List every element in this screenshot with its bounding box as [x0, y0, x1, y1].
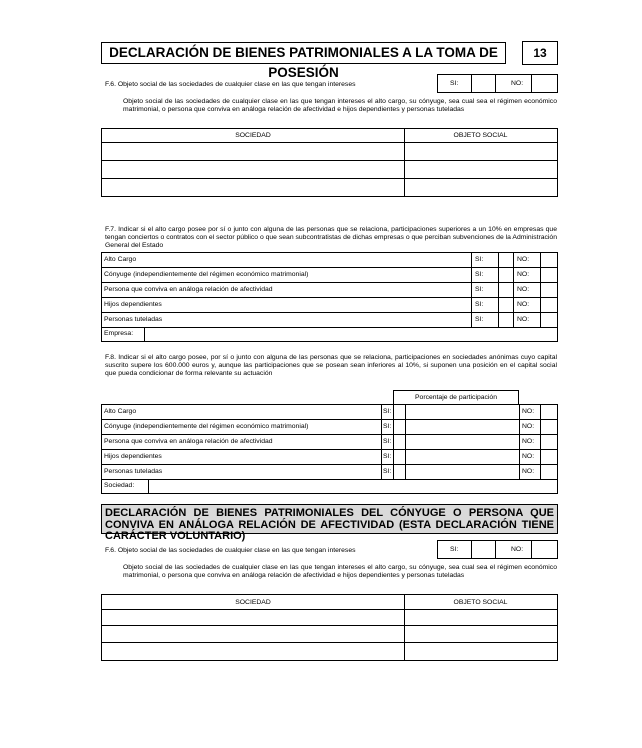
f7-empresa-label: Empresa:: [104, 330, 134, 337]
f8-si-label: SI:: [383, 453, 392, 460]
f8-row-label: Cónyuge (independientemente del régimen económico matrimonial): [104, 423, 309, 430]
f6-description: Objeto social de las sociedades de cualquier clase en las que tengan intereses el alto cargo, su cónyuge, sea cual sea el régimen económico matrimonial, o persona que conviva en análoga relación de afectividad e hijos dependientes y personas tuteladas: [123, 98, 557, 114]
s2-f6-si-checkbox[interactable]: [495, 541, 496, 558]
f7-si-label: SI:: [475, 271, 484, 278]
f7-no-label: NO:: [517, 271, 530, 278]
f7-row-label: Hijos dependientes: [104, 301, 162, 308]
f8-no-label: NO:: [522, 423, 535, 430]
f7-no-label: NO:: [517, 316, 530, 323]
f8-no-label: NO:: [522, 438, 535, 445]
page-title: DECLARACIÓN DE BIENES PATRIMONIALES A LA TOMA DE POSESIÓN: [101, 42, 506, 64]
f6-si-label: SI:: [450, 80, 459, 87]
f7-row-label: Alto Cargo: [104, 256, 137, 263]
f8-question: F.8. Indicar si el alto cargo posee, por sí o junto con alguna de las personas que se relaciona, participaciones en sociedades anónimas cuyo capital suscrito supere los 600.000 euros y, aunque las participaciones que se posean sean inferiores al 10%, si suponen una posición en el capital social que pueda condicionar de forma relevante su actuación: [105, 354, 557, 378]
f6-row[interactable]: [102, 178, 557, 179]
f8-percent-header: Porcentaje de participación: [393, 390, 519, 405]
s2-f6-description: Objeto social de las sociedades de cualquier clase en las que tengan intereses el alto cargo, su cónyuge, sea cual sea el régimen económico matrimonial, o persona que conviva en análoga relación de afectividad e hijos dependientes y personas tuteladas: [123, 564, 557, 580]
f8-si-label: SI:: [383, 408, 392, 415]
s2-f6-question: F.6. Objeto social de las sociedades de cualquier clase en las que tengan intereses: [105, 547, 356, 554]
f8-no-label: NO:: [522, 453, 535, 460]
f8-no-label: NO:: [522, 408, 535, 415]
f8-table: [101, 404, 558, 494]
s2-f6-yes-no-box: [437, 540, 558, 559]
f8-sociedad-label: Sociedad:: [104, 482, 135, 489]
f8-si-label: SI:: [383, 438, 392, 445]
f8-row-label: Persona que conviva en análoga relación de afectividad: [104, 438, 273, 445]
f6-table: [101, 128, 558, 197]
f7-row-label: Cónyuge (independientemente del régimen económico matrimonial): [104, 271, 309, 278]
s2-col-objeto: OBJETO SOCIAL: [453, 599, 508, 606]
f8-si-label: SI:: [383, 468, 392, 475]
f6-row[interactable]: [102, 160, 557, 161]
f7-no-label: NO:: [517, 286, 530, 293]
section-banner: DECLARACIÓN DE BIENES PATRIMONIALES DEL CÓNYUGE O PERSONA QUE CONVIVA EN ANÁLOGA RELACIÓN DE AFECTIVIDAD (ESTA DECLARACIÓN TIENE CARÁCTER VOLUNTARIO): [101, 504, 558, 534]
s2-row[interactable]: [102, 625, 557, 626]
s2-row[interactable]: [102, 642, 557, 643]
s2-f6-si-label: SI:: [450, 546, 459, 553]
s2-f6-no-label: NO:: [511, 546, 524, 553]
page-number: 13: [522, 41, 558, 65]
s2-f6-table: [101, 594, 558, 661]
f7-row-label: Personas tuteladas: [104, 316, 163, 323]
f7-row-label: Persona que conviva en análoga relación de afectividad: [104, 286, 273, 293]
f6-si-checkbox[interactable]: [495, 75, 496, 92]
f7-si-label: SI:: [475, 286, 484, 293]
s2-col-sociedad: SOCIEDAD: [235, 599, 271, 606]
f7-table: [101, 252, 558, 342]
f6-no-label: NO:: [511, 80, 524, 87]
f8-sociedad-field[interactable]: [148, 479, 149, 493]
f7-question: F.7. Indicar si el alto cargo posee por sí o junto con alguna de las personas que se relaciona, participaciones superiores a un 10% en empresas que tengan conciertos o contratos con el sector público o que sean subcontratistas de dichas empresas o que perciban subvenciones de la Administración General del Estado: [105, 226, 557, 250]
f6-col-objeto: OBJETO SOCIAL: [453, 132, 508, 139]
f7-si-label: SI:: [475, 316, 484, 323]
f7-empresa-field[interactable]: [144, 327, 145, 341]
f7-no-label: NO:: [517, 256, 530, 263]
f8-row-label: Hijos dependientes: [104, 453, 162, 460]
f8-si-label: SI:: [383, 423, 392, 430]
f7-no-label: NO:: [517, 301, 530, 308]
f6-yes-no-box: [437, 74, 558, 93]
f8-no-label: NO:: [522, 468, 535, 475]
f6-col-sociedad: SOCIEDAD: [235, 132, 271, 139]
f8-row-label: Personas tuteladas: [104, 468, 163, 475]
f7-si-label: SI:: [475, 256, 484, 263]
f6-question: F.6. Objeto social de las sociedades de cualquier clase en las que tengan intereses: [105, 81, 356, 88]
f7-si-label: SI:: [475, 301, 484, 308]
f8-row-label: Alto Cargo: [104, 408, 137, 415]
